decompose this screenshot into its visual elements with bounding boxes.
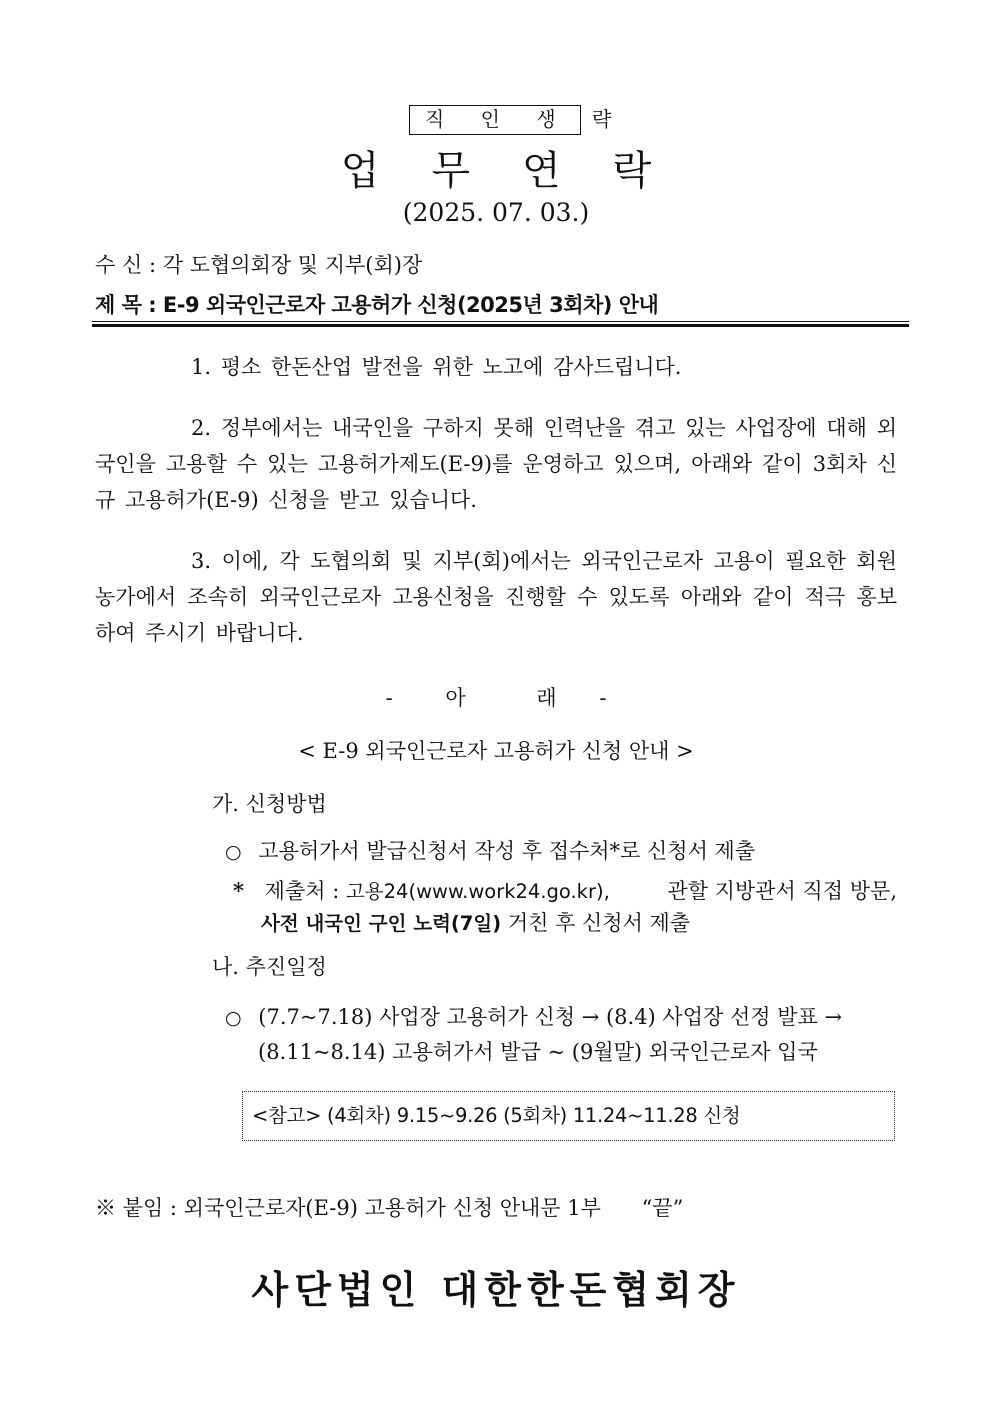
bullet-circle-icon: ○: [225, 841, 242, 863]
note-tail: 거친 후 신청서 제출: [501, 911, 691, 935]
attachment-line: [95, 1193, 683, 1223]
note-bold: 사전 내국인 구인 노력(7일): [261, 912, 502, 935]
section-a-item-text: 고용허가서 발급신청서 작성 후 접수처*로 신청서 제출: [258, 839, 756, 863]
below-word-1: 아: [445, 686, 466, 710]
below-dash-right: -: [599, 686, 607, 710]
note-site: 고용24(www.work24.go.kr),: [345, 880, 610, 903]
recipient-value: 각 도협의회장 및 지부(회)장: [162, 253, 423, 277]
recipient-line: [95, 250, 422, 280]
seal-omitted-box: 직 인 생 략: [409, 105, 581, 135]
document-date: (2025. 07. 03.): [402, 198, 590, 227]
note-star: *: [233, 878, 244, 903]
header-divider-thin: [92, 321, 909, 322]
schedule-line-1: (7.7~7.18) 사업장 고용허가 신청 → (8.4) 사업장 선정 발표 →: [258, 1005, 843, 1029]
below-word-2: 래: [536, 686, 557, 710]
schedule-line-2: (8.11~8.14) 고용허가서 발급 ~ (9월말) 외국인근로자 입국: [258, 1040, 818, 1064]
document-title: 업무연락: [340, 148, 704, 194]
bullet-circle-icon: ○: [225, 1007, 242, 1029]
sender-name: 사단법인 대한한돈협회장: [251, 1267, 741, 1312]
subject-label: 제 목: [95, 293, 142, 317]
section-b-heading: 나. 추진일정: [212, 955, 327, 979]
section-a-heading: 가. 신청방법: [212, 792, 327, 816]
subject-line: [95, 290, 658, 320]
notice-title: < E-9 외국인근로자 고용허가 신청 안내 >: [298, 739, 694, 763]
section-b-item: [225, 1000, 897, 1069]
section-a-note: [233, 876, 897, 939]
section-a-item: [225, 836, 755, 867]
note-rest: 관할 지방관서 직접 방문,: [667, 879, 897, 903]
end-mark: “끝”: [641, 1196, 684, 1220]
reference-box: <참고> (4회차) 9.15~9.26 (5회차) 11.24~11.28 신청: [242, 1091, 895, 1141]
paragraph-1: 1. 평소 한돈산업 발전을 위한 노고에 감사드립니다.: [191, 355, 682, 379]
subject-separator: :: [148, 293, 163, 317]
paragraph-2: 2. 정부에서는 내국인을 구하지 못해 인력난을 겪고 있는 사업장에 대해 외국인을 고용할 수 있는 고용허가제도(E-9)를 운영하고 있으며, 아래와 같이 3회차 신규 고용허가(E-9) 신청을 받고 있습니다.: [95, 416, 897, 512]
attachment-text: ※ 붙임 : 외국인근로자(E-9) 고용허가 신청 안내문 1부: [95, 1196, 601, 1220]
below-heading: [0, 683, 992, 713]
subject-value: E-9 외국인근로자 고용허가 신청(2025년 3회차) 안내: [162, 293, 659, 317]
recipient-label: 수 신: [95, 253, 143, 277]
header-divider-thick: [92, 324, 909, 327]
below-dash-left: -: [385, 686, 393, 710]
paragraph-3: 3. 이에, 각 도협의회 및 지부(회)에서는 외국인근로자 고용이 필요한 회원농가에서 조속히 외국인근로자 고용신청을 진행할 수 있도록 아래와 같이 적극 홍보하여 주시기 바랍니다.: [95, 549, 897, 645]
note-label: 제출처 :: [264, 879, 346, 903]
recipient-separator: :: [148, 253, 163, 277]
